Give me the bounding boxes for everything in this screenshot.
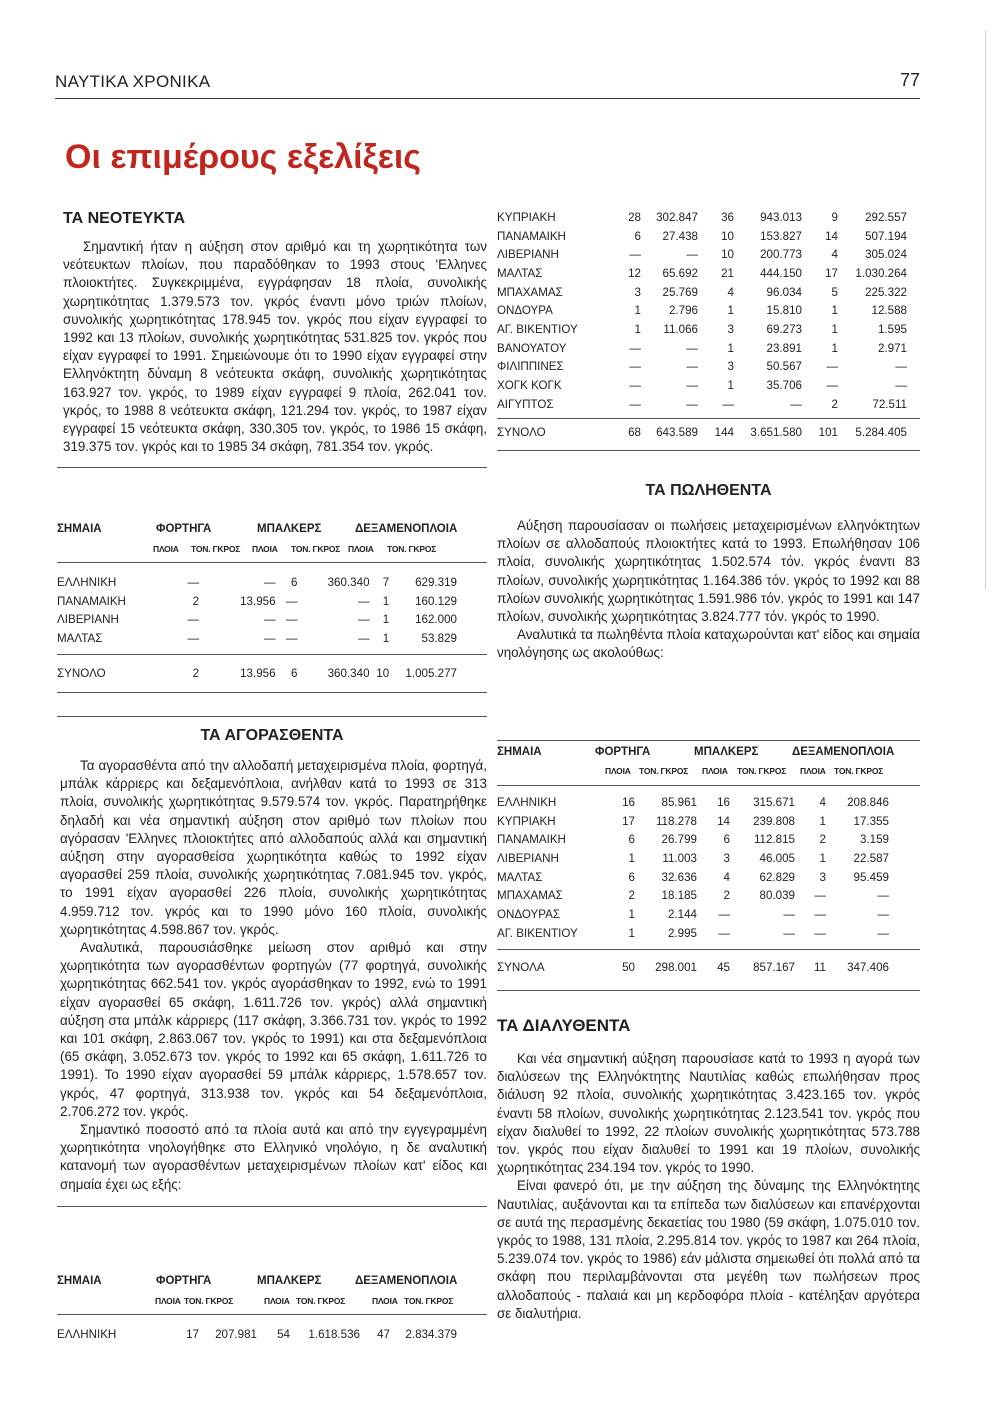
table-row: ΠΑΝΑΜΑΙΚΗ 6 27.438 10 153.827 14 507.194: [497, 229, 907, 243]
table-row: ΕΛΛΗΝΙΚΗ — — 6 360.340 7 629.319: [57, 575, 457, 589]
paragraph: Αύξηση παρουσίασαν οι πωλήσεις μεταχειρισμένων ελληνόκτητων πλοίων σε αλλοδαπούς πλοιοκτήτες κατά το 1993. Επωλήθησαν 106 πλοία, συνολικής χωρητικότητας 1.502.574 τόν. γκρός έναντι 83 πλοίων, συνολικής χωρητικότητας 1.164.386 τόν. γκρός το 1992 και 88 πλοίων συνολικής χωρητικότητας 1.591.986 τόν. γκρός το 1991 και 147 πλοίων, συνολικής χωρητικότητας 3.824.777 τόν. γκρός το 1990.: [497, 518, 920, 625]
table-row: ΜΑΛΤΑΣ — — — — 1 53.829: [57, 631, 457, 645]
col-bulk-header: ΜΠΑΛΚΕΡΣ: [257, 1275, 322, 1287]
table-total-row: ΣΥΝΟΛΟ 2 13.956 6 360.340 10 1.005.277: [57, 666, 457, 680]
col-tank-header: ΔΕΞΑΜΕΝΟΠΛΟΙΑ: [792, 746, 895, 758]
col-bulk-header: ΜΠΑΛΚΕΡΣ: [257, 523, 322, 535]
table-row: ΠΑΝΑΜΑΙΚΗ 6 26.799 6 112.815 2 3.159: [497, 833, 889, 847]
table-row: ΟΝΔΟΥΡΑΣ 1 2.144 — — — —: [497, 907, 889, 921]
table-row: ΦΙΛΙΠΠΙΝΕΣ — — 3 50.567 — —: [497, 360, 907, 374]
table-row: ΠΑΝΑΜΑΙΚΗ 2 13.956 — — 1 160.129: [57, 594, 457, 608]
divider: [57, 716, 487, 717]
table-new-buildings: [57, 518, 487, 696]
heading-dialythenta: ΤΑ ΔΙΑΛΥΘΕΝΤΑ: [497, 1016, 631, 1035]
table-purchased-left: [57, 1270, 487, 1360]
paragraph: Αναλυτικά τα πωληθέντα πλοία καταχωρούνται κατ' είδος και σημαία νηολόγησης ως ακολούθως:: [497, 627, 920, 661]
table-row: ΚΥΠΡΙΑΚΗ 28 302.847 36 943.013 9 292.557: [497, 210, 907, 224]
sub-header: ΠΛΟΙΑ: [153, 544, 179, 554]
heading-pwlhthenta: ΤΑ ΠΩΛΗΘΕΝΤΑ: [645, 482, 772, 499]
sub-header: ΠΛΟΙΑ: [372, 1296, 398, 1306]
table-row: ΑΓ. ΒΙΚΕΝΤΙΟΥ 1 2.995 — — — —: [497, 926, 889, 940]
divider: [497, 990, 920, 991]
table-total: [57, 664, 457, 683]
divider: [57, 467, 487, 468]
table-row: ΧΟΓΚ ΚΟΓΚ — — 1 35.706 — —: [497, 379, 907, 393]
col-flag-header: ΣΗΜΑΙΑ: [57, 1275, 102, 1287]
table-sold: [497, 740, 920, 996]
sub-header: ΤΟΝ. ΓΚΡΟΣ: [387, 544, 437, 554]
table-row: ΟΝΔΟΥΡΑ 1 2.796 1 15.810 1 12.588: [497, 304, 907, 318]
sub-header: ΠΛΟΙΑ: [800, 766, 826, 776]
paragraph: Και νέα σημαντική αύξηση παρουσίασε κατά το 1993 η αγορά των διαλύσεων της Ελληνόκτητης Ναυτιλίας καθώς επωλήθησαν προς διάλυση 92 πλοία, συνολικής χωρητικότητας 3.423.165 τον. γκρός έναντι 58 πλοίων, συνολικής χωρητικότητας 2.123.541 τον. γκρός που είχαν διαλυθεί το 1992, 22 πλοίων συνολικής χωρητικότητας 573.788 τον. γκρός που είχαν διαλυθεί το 1991 και 19 πλοίων, συνολικής χωρητικότητας 234.194 τον. γκρός το 1990.: [497, 1051, 920, 1176]
section-agorasthenta: [57, 716, 487, 1207]
table-row: ΚΥΠΡΙΑΚΗ 17 118.278 14 239.808 1 17.355: [497, 814, 889, 828]
sub-header: ΠΛΟΙΑ: [155, 1296, 181, 1306]
section-dialythenta: [497, 1016, 920, 1323]
paragraph: Σημαντικό ποσοστό από τα πλοία αυτά και από την εγγεγραμμένη χωρητικότητα νηολογήθηκε στο Ελληνικό νηολόγιο, η δε αναλυτική κατανομή των αγορασθέντων μεταχειρισμένων πλοίων κατ' είδος και σημαία έχει ως εξής:: [60, 1122, 487, 1192]
divider: [57, 1206, 487, 1207]
section-neoteukta: [57, 210, 487, 468]
table-body: [57, 1325, 457, 1344]
col-flag-header: ΣΗΜΑΙΑ: [57, 523, 102, 535]
table-row: ΜΠΑΧΑΜΑΣ 3 25.769 4 96.034 5 225.322: [497, 285, 907, 299]
text-dialythenta: [497, 1050, 920, 1323]
sub-header: ΠΛΟΙΑ: [702, 766, 728, 776]
col-cargo-header: ΦΟΡΤΗΓΑ: [595, 746, 651, 758]
table-row: ΜΑΛΤΑΣ 12 65.692 21 444.150 17 1.030.264: [497, 266, 907, 280]
table-row: ΑΙΓΥΠΤΟΣ — — — — 2 72.511: [497, 397, 907, 411]
table-row: ΑΓ. ΒΙΚΕΝΤΙΟΥ 1 11.066 3 69.273 1 1.595: [497, 322, 907, 336]
divider: [497, 949, 920, 950]
divider: [57, 562, 487, 563]
divider: [497, 740, 920, 741]
table-body: [497, 793, 889, 943]
sub-header: ΤΟΝ. ΓΚΡΟΣ: [639, 766, 689, 776]
scan-edge-line: [985, 30, 986, 590]
sub-header: ΠΛΟΙΑ: [264, 1296, 290, 1306]
divider: [497, 450, 920, 451]
table-row: ΛΙΒΕΡΙΑΝΗ — — 10 200.773 4 305.024: [497, 248, 907, 262]
sub-header: ΤΟΝ. ΓΚΡΟΣ: [404, 1296, 454, 1306]
text-pwlhthenta: [497, 517, 920, 663]
heading-neoteukta: ΤΑ ΝΕΟΤΕΥΚΤΑ: [63, 210, 186, 227]
text-agorasthenta: [57, 757, 487, 1194]
sub-header: ΤΟΝ. ΓΚΡΟΣ: [296, 1296, 346, 1306]
sub-header: ΤΟΝ. ΓΚΡΟΣ: [184, 1296, 234, 1306]
section-pwlhthenta: [497, 482, 920, 663]
sub-header: ΠΛΟΙΑ: [348, 544, 374, 554]
divider: [497, 418, 920, 419]
text-neoteukta: [57, 238, 487, 456]
table-total-row: ΣΥΝΟΛΟ 68 643.589 144 3.651.580 101 5.284.405: [497, 426, 907, 440]
table-body: [57, 573, 457, 648]
table-row: ΕΛΛΗΝΙΚΗ 17 207.981 54 1.618.536 47 2.834.379: [57, 1327, 457, 1341]
table-row: ΜΠΑΧΑΜΑΣ 2 18.185 2 80.039 — —: [497, 889, 889, 903]
paragraph: Είναι φανερό ότι, με την αύξηση της δύναμης της Ελληνόκτητης Ναυτιλίας, αυξάνονται και τα επίπεδα των διαλύσεων και επανέρχονται σε αυτά της περασμένης δεκαετίας του 1980 (59 σκάφη, 1.075.010 τον. γκρός το 1988, 131 πλοία, 2.295.814 τον. γκρός το 1987 και 264 πλοία, 5.239.074 τον. γκρός το 1986) εάν μάλιστα σημειωθεί ότι πολλά από τα σκάφη που περιλαμβάνονται στα μεγέθη των πωλήσεων προς αλλοδαπούς - παλαιά και μη κερδοφόρα πλοία - κατέληξαν αργότερα σε διαλυτήρια.: [497, 1178, 920, 1321]
table-body: [497, 208, 907, 414]
table-row: ΛΙΒΕΡΙΑΝΗ 1 11.003 3 46.005 1 22.587: [497, 851, 889, 865]
heading-agorasthenta: ΤΑ ΑΓΟΡΑΣΘΕΝΤΑ: [200, 727, 344, 744]
col-bulk-header: ΜΠΑΛΚΕΡΣ: [694, 746, 759, 758]
col-cargo-header: ΦΟΡΤΗΓΑ: [156, 1275, 212, 1287]
magazine-name: ΝΑΥΤΙΚΑ ΧΡΟΝΙΚΑ: [55, 72, 211, 91]
sub-header: ΠΛΟΙΑ: [605, 766, 631, 776]
paragraph: Αναλυτικά, παρουσιάσθηκε μείωση στον αριθμό και στην χωρητικότητα των αγορασθέντων φορτηγών (77 φορτηγά, συνολικής χωρητικότητας 662.541 τον. γκρός αγοράσθηκαν το 1992, ενώ το 1991 είχαν αγορασθεί 65 σκάφη, 1.611.726 τον. γκρός) αλλά σημαντική αύξηση στα μπάλκ κάρριερς (117 σκάφη, 3.366.731 τον. γκρός το 1992 και 101 σκάφη, 2.863.067 τον. γκρός το 1991) και στα δεξαμενόπλοια (65 σκάφη, 3.052.673 τον. γκρός το 1992 και 65 σκάφη, 1.611.726 το 1991). Το 1990 είχαν αγορασθεί 59 μπάλκ κάρριερς, 1.578.657 τον. γκρός, 47 φορτηγά, 313.938 τον. γκρός και 54 δεξαμενόπλοια, 2.706.272 τον. γκρός.: [60, 940, 487, 1119]
table-row: ΛΙΒΕΡΙΑΝΗ — — — — 1 162.000: [57, 613, 457, 627]
table-total: [497, 424, 907, 443]
divider: [57, 654, 487, 655]
sub-header: ΤΟΝ. ΓΚΡΟΣ: [737, 766, 787, 776]
col-cargo-header: ΦΟΡΤΗΓΑ: [156, 523, 212, 535]
page-number: 77: [899, 70, 920, 90]
table-row: ΜΑΛΤΑΣ 6 32.636 4 62.829 3 95.459: [497, 870, 889, 884]
sub-header: ΤΟΝ. ΓΚΡΟΣ: [191, 544, 241, 554]
paragraph: Σημαντική ήταν η αύξηση στον αριθμό και τη χωρητικότητα των νεότευκτων πλοίων, που παραδόθηκαν το 1993 στους 'Ελληνες πλοιοκτήτες. Συγκεκριμμένα, εγγράφησαν 18 πλοία, συνολικής χωρητικότητας 1.379.573 τον. γκρός έναντι μόνο τριών πλοίων, συνολικής χωρητικότητας 178.945 τον. γκρός που είχαν εγγραφεί το 1992 και 13 πλοίων, συνολικής χωρητικότητας 531.825 τον. γκρός που είχαν εγγραφεί το 1991. Σημειώνουμε ότι το 1990 είχαν εγγραφεί στην Ελληνόκτητη δύναμη 8 νεότευκτα σκάφη, συνολικής χωρητικότητας 163.927 τον. γκρός, το 1989 είχαν εγγραφεί 9 πλοία, 262.041 τον. γκρός, το 1988 8 νεότευκτα σκάφη, 121.294 τον. γκρός, το 1987 είχαν εγγραφεί 15 νεότευκτα σκάφη, 330.305 τον. γκρός, το 1986 15 σκάφη, 319.375 τον. γκρός και το 1985 34 σκάφη, 781.354 τον. γκρός.: [63, 239, 487, 455]
table-purchased-right: [497, 208, 920, 451]
divider: [497, 785, 920, 786]
table-row: ΕΛΛΗΝΙΚΗ 16 85.961 16 315.671 4 208.846: [497, 795, 889, 809]
running-header: [55, 70, 920, 99]
table-total-row: ΣΥΝΟΛΑ 50 298.001 45 857.167 11 347.406: [497, 960, 889, 974]
table-total: [497, 958, 889, 977]
col-tank-header: ΔΕΞΑΜΕΝΟΠΛΟΙΑ: [355, 523, 458, 535]
sub-header: ΤΟΝ. ΓΚΡΟΣ: [834, 766, 884, 776]
col-flag-header: ΣΗΜΑΙΑ: [497, 746, 542, 758]
paragraph: Τα αγορασθέντα από την αλλοδαπή μεταχειρισμένα πλοία, φορτηγά, μπάλκ κάρριερς και δεξαμενόπλοια, ανήλθαν κατά το 1993 σε 313 πλοία, συνολικής χωρητικότητας 9.579.574 τον. γκρός. Παρατηρήθηκε δηλαδή και νέα σημαντική αύξηση στον αριθμό των πλοίων που αγόρασαν 'Ελληνες πλοιοκτήτες από αλλοδαπούς αλλά και σημαντική αύξηση στην αγορασθείσα χωρητικότητα καθώς το 1992 είχαν αγορασθεί 259 πλοία, συνολικής χωρητικότητας 7.081.945 τον. γκρός, το 1991 είχαν αγορασθεί 226 πλοία, συνολικής χωρητικότητας 4.959.712 τον. γκρός και το 1990 μόνο 160 πλοία, συνολικής χωρητικότητας 4.598.867 τον. γκρός.: [60, 758, 487, 937]
sub-header: ΠΛΟΙΑ: [252, 544, 278, 554]
article-title: Οι επιμέρους εξελίξεις: [65, 138, 421, 176]
col-tank-header: ΔΕΞΑΜΕΝΟΠΛΟΙΑ: [355, 1275, 458, 1287]
table-row: ΒΑΝΟΥΑΤΟΥ — — 1 23.891 1 2.971: [497, 341, 907, 355]
sub-header: ΤΟΝ. ΓΚΡΟΣ: [291, 544, 341, 554]
divider: [57, 1314, 487, 1315]
divider: [57, 692, 487, 693]
